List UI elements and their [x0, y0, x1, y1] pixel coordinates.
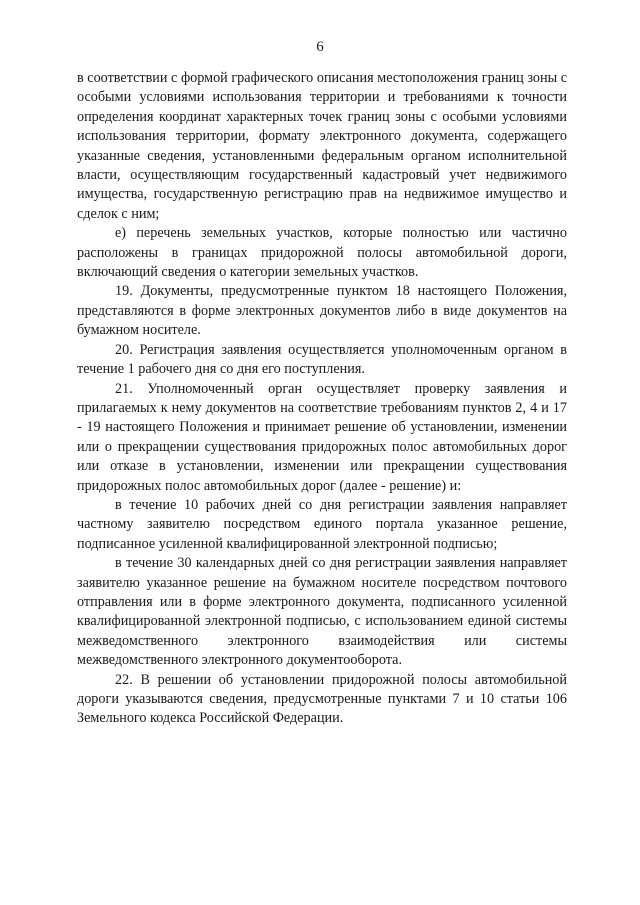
paragraph-21-sub-2: в течение 30 календарных дней со дня регистрации заявления направляет заявителю указанное решение на бумажном носителе посредством почтового отправления или в форме электронного документа, подписанного усиленной квалифицированной электронной подписью, с использованием единой системы межведомственного электронного взаимодействия или системы межведомственного электронного документооборота. — [77, 555, 567, 669]
document-body — [77, 69, 567, 729]
paragraph-21: 21. Уполномоченный орган осуществляет проверку заявления и прилагаемых к нему документов на соответствие требованиям пунктов 2, 4 и 17 - 19 настоящего Положения и принимает решение об установлении, изменении или о прекращении существования придорожных полос автомобильных дорог или отказе в установлении, изменении или прекращении существования придорожных полос автомобильных дорог (далее - решение) и: — [77, 380, 567, 494]
paragraph-item-e: е) перечень земельных участков, которые полностью или частично расположены в границах придорожной полосы автомобильной дороги, включающий сведения о категории земельных участков. — [77, 225, 567, 281]
paragraph-22: 22. В решении об установлении придорожной полосы автомобильной дороги указываются сведения, предусмотренные пунктами 7 и 10 статьи 106 Земельного кодекса Российской Федерации. — [77, 671, 567, 727]
paragraph-19: 19. Документы, предусмотренные пунктом 18 настоящего Положения, представляются в форме электронных документов либо в виде документов на бумажном носителе. — [77, 283, 567, 339]
page-number: 6 — [316, 39, 324, 55]
paragraph-21-sub-1: в течение 10 рабочих дней со дня регистрации заявления направляет частному заявителю посредством единого портала указанное решение, подписанное усиленной квалифицированной электронной подписью; — [77, 496, 567, 552]
paragraph-20: 20. Регистрация заявления осуществляется уполномоченным органом в течение 1 рабочего дня со дня его поступления. — [77, 341, 567, 378]
paragraph-continuation: в соответствии с формой графического описания местоположения границ зоны с особыми условиями использования территории и требованиями к точности определения координат характерных точек границ зоны с особыми условиями использования территории, формату электронного документа, содержащего указанные сведения, установленными федеральным органом исполнительной власти, осуществляющим государственный кадастровый учет недвижимого имущества, государственную регистрацию прав на недвижимое имущество и сделок с ним; — [77, 70, 567, 222]
